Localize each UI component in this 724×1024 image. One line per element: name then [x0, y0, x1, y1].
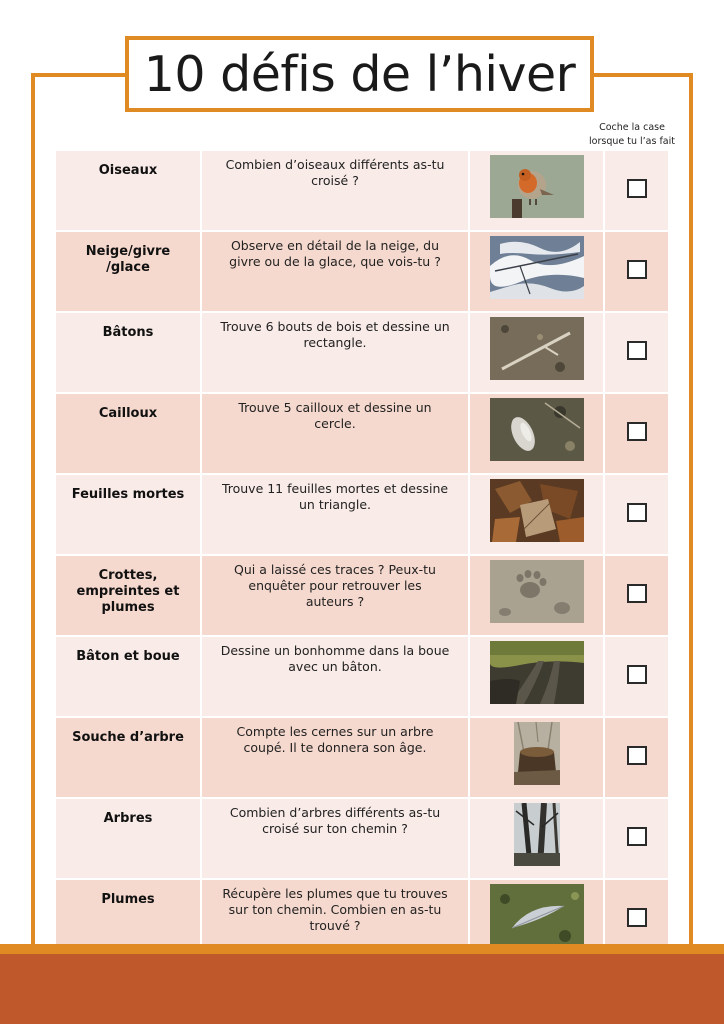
challenge-description: [201, 717, 469, 798]
challenge-photo-cell: [469, 231, 604, 312]
challenge-description-text: [202, 880, 468, 934]
stick-photo: [470, 313, 603, 380]
challenge-description-line: coupé. Il te donnera son âge.: [243, 740, 427, 755]
challenge-description-text: [202, 556, 468, 610]
challenge-description: [201, 798, 469, 879]
challenge-name: [55, 474, 201, 555]
checkbox-cell: [604, 231, 669, 312]
challenge-photo-cell: [469, 798, 604, 879]
checkbox-cell: [604, 636, 669, 717]
challenge-checkbox[interactable]: [627, 422, 647, 441]
challenge-name-text: [56, 319, 200, 341]
challenge-description-line: Récupère les plumes que tu trouves: [222, 886, 448, 901]
mud-photo: [470, 637, 603, 704]
challenge-name: [55, 798, 201, 879]
challenge-description-line: sur ton chemin. Combien en as-tu: [228, 902, 442, 917]
challenge-description-line: givre ou de la glace, que vois-tu ?: [229, 254, 441, 269]
challenge-checkbox[interactable]: [627, 341, 647, 360]
challenge-description: [201, 636, 469, 717]
challenge-name-text: [56, 481, 200, 503]
table-row: [55, 312, 669, 393]
challenge-name: [55, 717, 201, 798]
challenge-name: [55, 312, 201, 393]
challenge-name-line: plumes: [101, 600, 155, 615]
challenge-name: [55, 393, 201, 474]
challenge-photo-cell: [469, 474, 604, 555]
challenge-description-text: [202, 799, 468, 837]
checkbox-cell: [604, 717, 669, 798]
challenge-photo-cell: [469, 636, 604, 717]
challenge-name-line: Bâton et boue: [76, 649, 180, 664]
table-row: [55, 798, 669, 879]
challenge-name: [55, 231, 201, 312]
challenge-name: [55, 151, 201, 231]
challenge-checkbox[interactable]: [627, 908, 647, 927]
challenge-description-line: Compte les cernes sur un arbre: [236, 724, 434, 739]
challenge-name-line: Cailloux: [98, 406, 158, 421]
challenge-description-text: [202, 718, 468, 756]
challenge-description-line: avec un bâton.: [288, 659, 382, 674]
table-row: [55, 393, 669, 474]
challenge-name-text: [56, 400, 200, 422]
stump-photo: [470, 718, 603, 785]
challenge-name-line: /glace: [106, 260, 150, 275]
challenge-checkbox[interactable]: [627, 584, 647, 603]
challenge-name-text: [56, 643, 200, 665]
challenge-description-line: trouvé ?: [309, 918, 361, 933]
challenge-description: [201, 312, 469, 393]
challenge-description-text: [202, 475, 468, 513]
challenge-checkbox[interactable]: [627, 503, 647, 522]
challenge-description-line: Combien d’oiseaux différents as-tu: [225, 157, 445, 172]
challenge-description-line: croisé sur ton chemin ?: [262, 821, 408, 836]
challenge-description-text: [202, 394, 468, 432]
table-row: [55, 636, 669, 717]
challenge-description-line: Qui a laissé ces traces ? Peux-tu: [234, 562, 436, 577]
checkbox-cell: [604, 151, 669, 231]
title-box: [125, 36, 594, 112]
bottom-band: [0, 954, 724, 1024]
challenge-name-line: Arbres: [103, 811, 153, 826]
challenge-name-line: Feuilles mortes: [71, 487, 185, 502]
challenge-name-text: [56, 157, 200, 179]
challenge-name-line: Crottes,: [98, 568, 158, 583]
feather-photo: [470, 880, 603, 947]
challenge-photo-cell: [469, 312, 604, 393]
hint-line-2: lorsque tu l’as fait: [589, 136, 675, 147]
challenge-name-line: Oiseaux: [98, 163, 158, 178]
table-row: [55, 555, 669, 636]
challenge-photo-cell: [469, 555, 604, 636]
challenge-photo-cell: [469, 393, 604, 474]
challenge-photo-cell: [469, 717, 604, 798]
challenge-description-line: rectangle.: [303, 335, 367, 350]
challenge-description-text: [202, 151, 468, 189]
checkbox-cell: [604, 798, 669, 879]
table-row: [55, 474, 669, 555]
challenge-description-line: croisé ?: [311, 173, 359, 188]
challenge-name-line: Plumes: [101, 892, 155, 907]
challenge-checkbox[interactable]: [627, 179, 647, 198]
challenge-checkbox[interactable]: [627, 260, 647, 279]
challenge-name-text: [56, 562, 200, 616]
checkbox-cell: [604, 555, 669, 636]
stone-photo: [470, 394, 603, 461]
challenge-description-text: [202, 313, 468, 351]
challenge-description: [201, 393, 469, 474]
robin-photo: [470, 151, 603, 218]
challenge-description-line: un triangle.: [299, 497, 371, 512]
page-title: 10 défis de l’hiver: [143, 45, 576, 103]
challenge-name-line: Souche d’arbre: [72, 730, 184, 745]
challenge-name-text: [56, 805, 200, 827]
challenge-description-line: enquêter pour retrouver les: [248, 578, 422, 593]
leaves-photo: [470, 475, 603, 542]
challenge-description-line: Trouve 6 bouts de bois et dessine un: [220, 319, 450, 334]
checkbox-cell: [604, 393, 669, 474]
challenge-name-line: Neige/givre: [85, 244, 171, 259]
challenge-description-text: [202, 232, 468, 270]
checkbox-cell: [604, 474, 669, 555]
challenge-name-text: [56, 886, 200, 908]
hint-line-1: Coche la case: [599, 122, 665, 133]
challenge-checkbox[interactable]: [627, 746, 647, 765]
table-row: [55, 717, 669, 798]
trees-photo: [470, 799, 603, 866]
challenge-description: [201, 231, 469, 312]
challenge-description-line: Trouve 11 feuilles mortes et dessine: [221, 481, 449, 496]
challenge-description-line: Combien d’arbres différents as-tu: [229, 805, 441, 820]
challenge-description: [201, 474, 469, 555]
challenge-checkbox[interactable]: [627, 827, 647, 846]
challenges-table: [54, 151, 670, 961]
challenge-checkbox[interactable]: [627, 665, 647, 684]
challenge-description-line: Dessine un bonhomme dans la boue: [220, 643, 450, 658]
challenge-name: [55, 636, 201, 717]
challenge-name-line: empreintes et: [76, 584, 180, 599]
challenge-photo-cell: [469, 151, 604, 231]
checkbox-cell: [604, 312, 669, 393]
checkbox-hint: [582, 121, 682, 149]
table-row: [55, 151, 669, 231]
frost-photo: [470, 232, 603, 299]
challenge-name-line: Bâtons: [102, 325, 154, 340]
challenge-description-text: [202, 637, 468, 675]
challenge-description-line: Observe en détail de la neige, du: [230, 238, 440, 253]
challenge-description-line: auteurs ?: [305, 594, 365, 609]
challenge-name-text: [56, 238, 200, 276]
bottom-orange-line: [0, 944, 724, 954]
table-row: [55, 231, 669, 312]
challenge-description: [201, 151, 469, 231]
challenge-name: [55, 555, 201, 636]
challenge-name-text: [56, 724, 200, 746]
challenge-description-line: cercle.: [314, 416, 356, 431]
challenge-description: [201, 555, 469, 636]
footprint-photo: [470, 556, 603, 623]
challenge-description-line: Trouve 5 cailloux et dessine un: [238, 400, 432, 415]
